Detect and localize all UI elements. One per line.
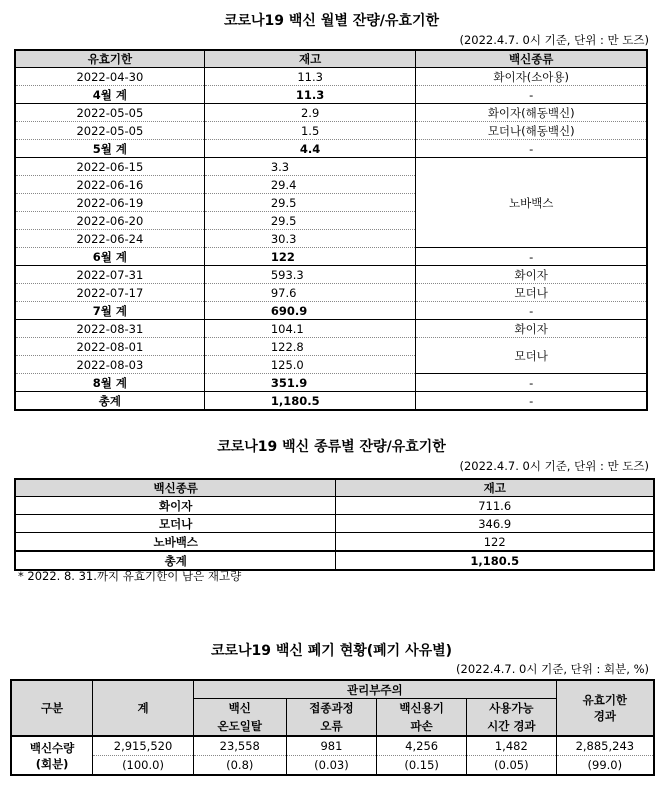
table-row: 모더나 346.9 [15, 515, 654, 533]
header-timeout-b: 시간 경과 [466, 717, 556, 736]
table-row-percent: (100.0) (0.8) (0.03) (0.15) (0.05) (99.0) [11, 756, 654, 776]
table-row-subtotal: 6월 계 122 - [15, 248, 647, 266]
header-process-b: 오류 [286, 717, 377, 736]
header-process-a: 접종과정 [286, 699, 377, 718]
row-label: 백신수량 (회분) [11, 736, 93, 775]
table-row: 2022-06-19 29.5 [15, 194, 647, 212]
table-row: 2022-06-15 3.3 노바백스 [15, 158, 647, 176]
table-row-total: 총계 1,180.5 [15, 551, 654, 570]
section1-note: (2022.4.7. 0시 기준, 단위 : 만 도즈) [459, 33, 649, 47]
section2-note: (2022.4.7. 0시 기준, 단위 : 만 도즈) [459, 459, 649, 473]
header-expired: 유효기한 경과 [556, 680, 654, 736]
section2-title: 코로나19 백신 종류별 잔량/유효기한 [217, 439, 446, 455]
table-row: 2022-07-17 97.6 모더나 [15, 284, 647, 302]
table-row: 2022-08-03 125.0 [15, 356, 647, 374]
section3-note: (2022.4.7. 0시 기준, 단위 : 회분, %) [456, 662, 649, 676]
col-header-vaccine-type: 백신종류 [15, 479, 336, 497]
table-row: 2022-06-20 29.5 [15, 212, 647, 230]
monthly-stock-table [14, 49, 648, 411]
table-row: 2022-05-05 2.9 화이자(해동백신) [15, 104, 647, 122]
col-header-expiry: 유효기한 [15, 50, 204, 68]
table-row: 2022-05-05 1.5 모더나(해동백신) [15, 122, 647, 140]
disposal-table [10, 679, 655, 776]
header-container-b: 파손 [377, 717, 467, 736]
section1-title: 코로나19 백신 월별 잔량/유효기한 [223, 13, 440, 29]
header-timeout-a: 사용가능 [466, 699, 556, 718]
col-header-vaccine: 백신종류 [416, 50, 647, 68]
table-row: 2022-08-01 122.8 모더나 [15, 338, 647, 356]
table-row: 화이자 711.6 [15, 497, 654, 515]
table-row: 2022-08-31 104.1 화이자 [15, 320, 647, 338]
table-row-counts: 백신수량 (회분) 2,915,520 23,558 981 4,256 1,482 2,885,243 [11, 736, 654, 756]
vaccine-type-table [14, 478, 655, 571]
header-gubun: 구분 [11, 680, 93, 736]
table-row: 2022-06-16 29.4 [15, 176, 647, 194]
table-row: 2022-04-30 11.3 화이자(소아용) [15, 68, 647, 86]
table-row-subtotal: 4월 계 11.3 - [15, 86, 647, 104]
table-row-subtotal: 5월 계 4.4 - [15, 140, 647, 158]
table-row-subtotal: 7월 계 690.9 - [15, 302, 647, 320]
table-row-total: 총계 1,180.5 - [15, 392, 647, 411]
header-container-a: 백신용기 [377, 699, 467, 718]
section3-title: 코로나19 백신 폐기 현황(폐기 사유별) [210, 643, 453, 659]
footnote: * 2022. 8. 31.까지 유효기한이 남은 재고량 [18, 569, 242, 583]
header-temperature-b: 온도일탈 [193, 717, 286, 736]
col-header-stock: 재고 [204, 50, 416, 68]
table-row: 2022-06-24 30.3 [15, 230, 647, 248]
table-row-subtotal: 8월 계 351.9 - [15, 374, 647, 392]
header-temperature-a: 백신 [193, 699, 286, 718]
header-mismanagement: 관리부주의 [193, 680, 556, 699]
col-header-stock: 재고 [336, 479, 654, 497]
table-row: 2022-07-31 593.3 화이자 [15, 266, 647, 284]
table-row: 노바백스 122 [15, 533, 654, 552]
header-total: 계 [93, 680, 194, 736]
